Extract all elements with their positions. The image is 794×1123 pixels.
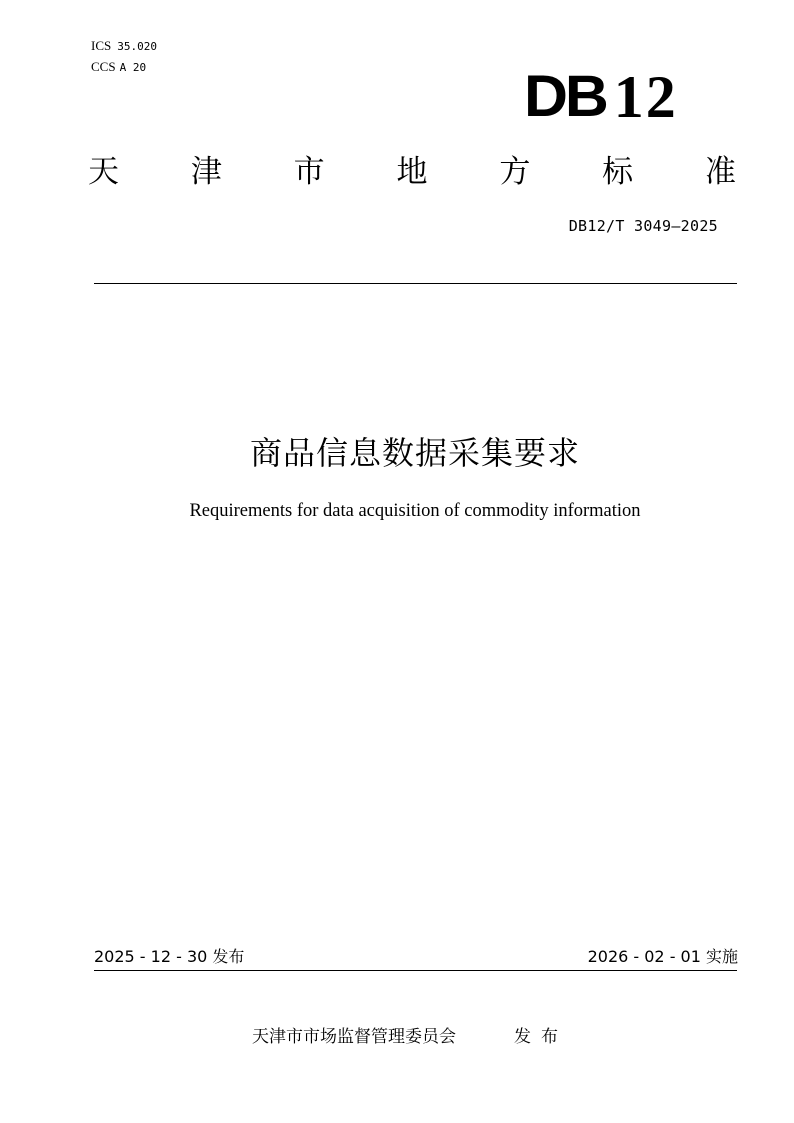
issuing-authority: 天津市市场监督管理委员会 xyxy=(252,1027,456,1047)
document-title-en: Requirements for data acquisition of commodity information xyxy=(189,501,641,521)
ccs-label: CCS xyxy=(91,59,116,74)
implementation-date: 2026 - 02 - 01 实施 xyxy=(587,947,738,966)
standard-number: DB12/T 3049—2025 xyxy=(568,217,718,235)
title-char: 地 xyxy=(396,154,428,190)
ics-classification xyxy=(91,39,157,54)
release-date: 2025 - 12 - 30 发布 xyxy=(94,947,245,966)
db12-logo xyxy=(524,64,678,130)
header-divider xyxy=(94,283,737,284)
title-char: 天 xyxy=(88,154,119,190)
title-char: 津 xyxy=(190,154,222,190)
standard-type-title xyxy=(88,150,736,194)
document-title-zh: 商品信息数据采集要求 xyxy=(249,434,580,472)
ccs-code: A 20 xyxy=(119,61,147,74)
title-char: 市 xyxy=(293,154,325,190)
issue-verb: 发布 xyxy=(514,1027,568,1047)
title-char: 准 xyxy=(704,154,736,190)
ics-label: ICS xyxy=(91,38,112,53)
ccs-classification xyxy=(91,60,146,75)
logo-number: 12 xyxy=(613,64,678,130)
title-char: 标 xyxy=(602,154,634,190)
ics-code: 35.020 xyxy=(117,40,157,53)
title-char: 方 xyxy=(499,154,531,190)
logo-prefix: DB xyxy=(524,64,606,129)
footer-divider xyxy=(94,970,737,971)
